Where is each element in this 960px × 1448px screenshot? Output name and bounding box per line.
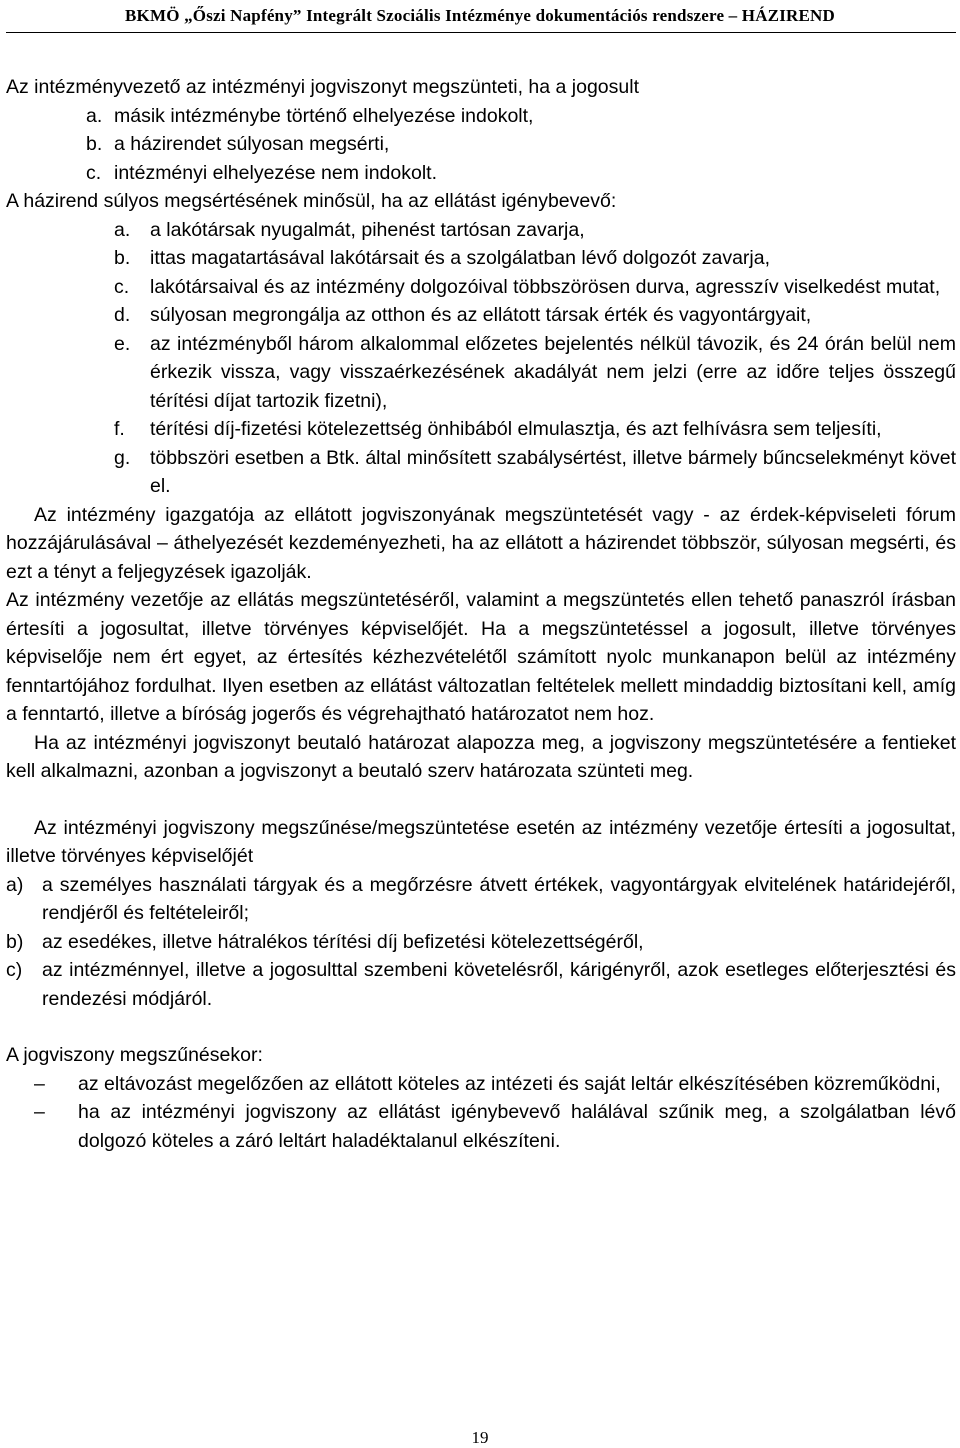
list-item [6, 1098, 956, 1155]
list-item [114, 216, 956, 245]
list-marker: c. [86, 161, 102, 184]
list-marker: a. [114, 218, 131, 241]
list-item-text: térítési díj-fizetési kötelezettség önhibából elmulasztja, és azt felhívásra sem teljesíti, [150, 418, 882, 440]
list-marker: g. [114, 446, 131, 469]
list-item [6, 1070, 956, 1099]
header-rule [6, 32, 956, 33]
list-item-text: az intézményből három alkalommal előzetes bejelentés nélkül távozik, és 24 órán belül nem érkezik vissza, vagy visszaérkezésének akadályát nem jelzi (erre az időre teljes összegű térítési díjat tartozik fizetni), [150, 332, 956, 412]
list-marker: d. [114, 304, 131, 326]
list-marker: a) [6, 873, 24, 896]
list-item-text: ha az intézményi jogviszony az ellátást igénybevevő halálával szűnik meg, a szolgálatban lévő dolgozó köteles a záró leltárt haladéktalanul elkészíteni. [78, 1101, 956, 1152]
spacer [6, 786, 956, 814]
list-item [86, 102, 956, 131]
page-number: 19 [471, 1428, 489, 1447]
list-item-text: az esedékes, illetve hátralékos térítési díj befizetési kötelezettségéről, [42, 930, 644, 953]
list-item-text: a személyes használati tárgyak és a megőrzésre átvett értékek, vagyontárgyak elvitelének határidejéről, rendjéről és feltételeiről; [42, 873, 956, 924]
list-marker: b. [86, 133, 103, 155]
list-item-text: intézményi elhelyezése nem indokolt. [114, 161, 438, 184]
paragraph-director-transfer: Az intézmény igazgatója az ellátott jogviszonyának megszüntetését vagy - az érdek-képviseleti fórum hozzájárulásával – áthelyezését kezdeményezheti, ha az ellátott a házirendet többször, súlyosan megsérti, és ezt a tényt a feljegyzések igazolják. [6, 503, 956, 583]
list-item-text: az intézménnyel, illetve a jogosulttal szembeni követelésről, kárigényről, azok esetleges előterjesztési és rendezési módjáról. [42, 959, 956, 1010]
list-item-text: többszöri esetben a Btk. által minősített szabálysértést, illetve bármely bűncselekményt követ el. [150, 446, 956, 497]
list-marker: a. [86, 104, 103, 127]
list-item [86, 130, 956, 159]
paragraph-notification: Az intézmény vezetője az ellátás megszüntetéséről, valamint a megszüntetés ellen tehető panaszról írásban értesíti a jogosultat, illetve törvényes képviselőjét. Ha a megszüntetéssel a jogosult, illetve törvényes képviselője nem ért egyet, az értesítés kézhezvételétől számított nyolc munkanapon belül az intézmény fenntartójához fordulhat. Ilyen esetben az ellátást változatlan feltételek mellett mindaddig biztosítani kell, amíg a fenntartó, illetve a bíróság jogerős és végrehajtható határozatot nem hoz. [6, 589, 956, 725]
list-marker: b. [114, 247, 131, 269]
list-marker: f. [114, 418, 125, 440]
paragraph-termination-intro: Az intézményvezető az intézményi jogviszonyt megszünteti, ha a jogosult [6, 76, 639, 98]
dash-marker: – [34, 1072, 45, 1095]
list-item-text: ittas magatartásával lakótársait és a szolgálatban lévő dolgozót zavarja, [150, 247, 771, 269]
list-item [114, 330, 956, 416]
list-item-text: lakótársaival és az intézmény dolgozóival többszörösen durva, agresszív viselkedést mutat, [150, 275, 941, 298]
paragraph-violations-intro: A házirend súlyos megsértésének minősül, ha az ellátást igénybevevő: [6, 190, 617, 212]
list-item [114, 301, 956, 330]
paragraph-referral: Ha az intézményi jogviszonyt beutaló határozat alapozza meg, a jogviszony megszüntetésére a fentieket kell alkalmazni, azonban a jogviszonyt a beutaló szerv határozata szünteti meg. [6, 731, 956, 782]
list-item-text: a házirendet súlyosan megsérti, [114, 133, 390, 155]
list-item [114, 415, 956, 444]
page-header: BKMÖ „Őszi Napfény” Integrált Szociális Intézménye dokumentációs rendszere – HÁZIREND [124, 6, 836, 25]
list-item-text: a lakótársak nyugalmát, pihenést tartósan zavarja, [150, 218, 585, 241]
list-marker: e. [114, 332, 131, 355]
list-item [86, 159, 956, 188]
paragraph-upon-termination: A jogviszony megszűnésekor: [6, 1044, 263, 1066]
list-item-text: súlyosan megrongálja az otthon és az ellátott társak érték és vagyontárgyait, [150, 304, 812, 326]
list-marker: b) [6, 930, 24, 953]
list-marker: c. [114, 275, 130, 298]
list-item [114, 444, 956, 501]
spacer [6, 1013, 956, 1041]
list-marker: c) [6, 959, 23, 981]
list-item [6, 871, 956, 928]
list-item [6, 928, 956, 957]
document-body [6, 73, 956, 1155]
list-item-text: másik intézménybe történő elhelyezése indokolt, [114, 104, 534, 127]
list-item [114, 273, 956, 302]
list-item-text: az eltávozást megelőzően az ellátott köteles az intézeti és saját leltár elkészítésében közreműködni, [78, 1072, 941, 1095]
list-item [114, 244, 956, 273]
dash-marker: – [34, 1101, 45, 1123]
list-item [6, 956, 956, 1013]
paragraph-termination-notice: Az intézményi jogviszony megszűnése/megszüntetése esetén az intézmény vezetője értesíti a jogosultat, illetve törvényes képviselőjét [6, 816, 956, 867]
